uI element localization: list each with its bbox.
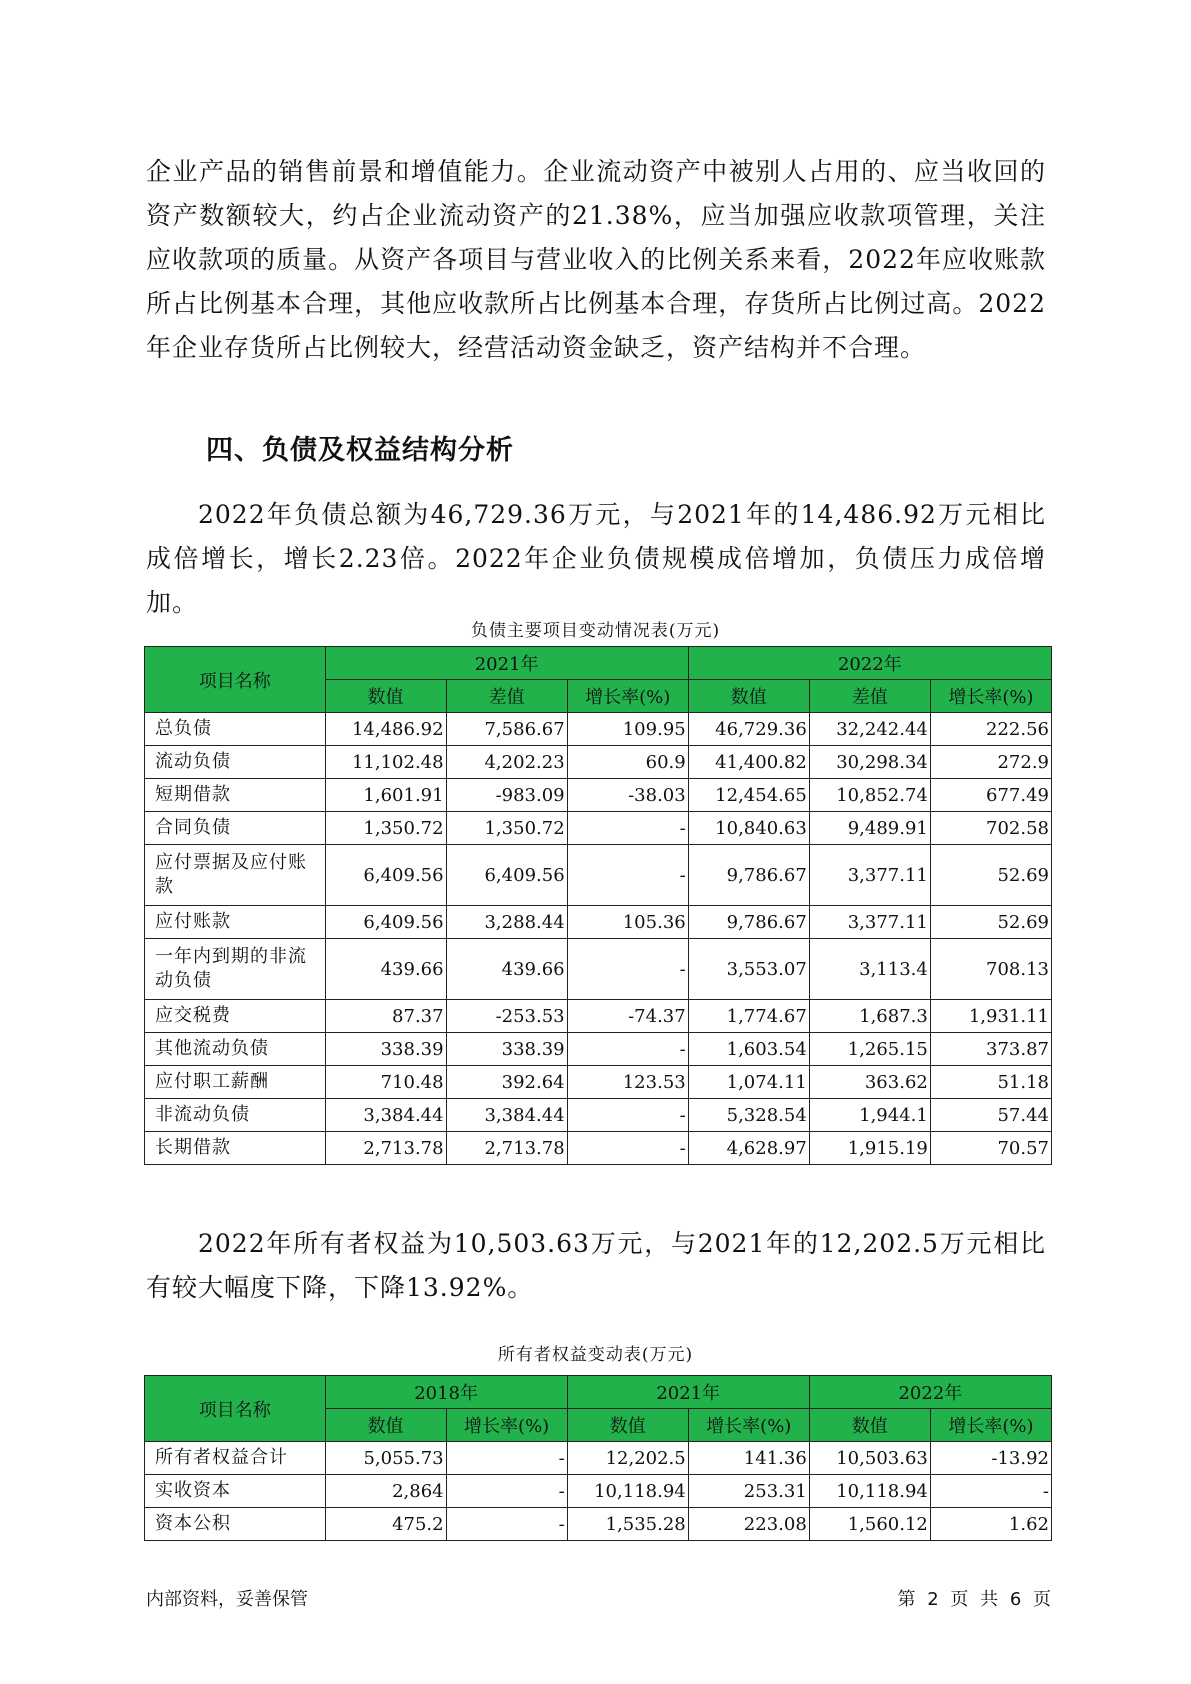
- table-cell: 9,786.67: [688, 845, 809, 906]
- table-row: [145, 1442, 1052, 1475]
- paragraph-asset-structure: 企业产品的销售前景和增值能力。企业流动资产中被别人占用的、应当收回的资产数额较大，约占企业流动资产的21.38%，应当加强应收款项管理，关注应收款项的质量。从资产各项目与营业收入的比例关系来看，2022年应收账款所占比例基本合理，其他应收款所占比例基本合理，存货所占比例过高。2022年企业存货所占比例较大，经营活动资金缺乏，资产结构并不合理。: [146, 157, 1046, 362]
- table-row: [145, 746, 1052, 779]
- row-label: 应付票据及应付账款: [145, 845, 326, 906]
- row-label: 应付账款: [145, 906, 326, 939]
- row-label: 总负债: [145, 713, 326, 746]
- table-cell: 70.57: [930, 1132, 1051, 1165]
- row-label: 短期借款: [145, 779, 326, 812]
- table-cell: 222.56: [930, 713, 1051, 746]
- table-cell: 4,628.97: [688, 1132, 809, 1165]
- table-cell: 1,603.54: [688, 1033, 809, 1066]
- column-header: 增长率(%): [930, 1409, 1051, 1442]
- table-cell: 1,931.11: [930, 1000, 1051, 1033]
- year-header: 2022年: [809, 1376, 1051, 1409]
- table-cell: 2,864: [325, 1475, 446, 1508]
- table-cell: 12,202.5: [567, 1442, 688, 1475]
- page-number: 第 2 页 共 6 页: [897, 1589, 1051, 1610]
- table-cell: 1,601.91: [325, 779, 446, 812]
- row-label: 一年内到期的非流动负债: [145, 939, 326, 1000]
- table-cell: 46,729.36: [688, 713, 809, 746]
- table-cell: -38.03: [567, 779, 688, 812]
- table-cell: 123.53: [567, 1066, 688, 1099]
- table-caption: 负债主要项目变动情况表(万元): [470, 621, 721, 641]
- table-cell: 141.36: [688, 1442, 809, 1475]
- row-label: 其他流动负债: [145, 1033, 326, 1066]
- table-cell: -983.09: [446, 779, 567, 812]
- table-cell: 14,486.92: [325, 713, 446, 746]
- row-label: 应交税费: [145, 1000, 326, 1033]
- table-cell: 87.37: [325, 1000, 446, 1033]
- footer-confidential-note: 内部资料，妥善保管: [146, 1589, 308, 1610]
- table-cell: -13.92: [930, 1442, 1051, 1475]
- paragraph-liability-summary: 2022年负债总额为46,729.36万元，与2021年的14,486.92万元相比成倍增长，增长2.23倍。2022年企业负债规模成倍增加，负债压力成倍增加。: [146, 500, 1046, 617]
- table-cell: 12,454.65: [688, 779, 809, 812]
- table-cell: 1,350.72: [325, 812, 446, 845]
- table-cell: 677.49: [930, 779, 1051, 812]
- table-row: [145, 939, 1052, 1000]
- table-cell: 392.64: [446, 1066, 567, 1099]
- table-row: [145, 1099, 1052, 1132]
- table-cell: 3,377.11: [809, 906, 930, 939]
- table-cell: 52.69: [930, 906, 1051, 939]
- table-cell: 6,409.56: [446, 845, 567, 906]
- table-cell: 1.62: [930, 1508, 1051, 1541]
- table-row: [145, 713, 1052, 746]
- row-label: 合同负债: [145, 812, 326, 845]
- table-cell: 1,944.1: [809, 1099, 930, 1132]
- table-cell: 3,553.07: [688, 939, 809, 1000]
- table-cell: 253.31: [688, 1475, 809, 1508]
- table-cell: 51.18: [930, 1066, 1051, 1099]
- column-header: 差值: [809, 680, 930, 713]
- table-cell: 2,713.78: [325, 1132, 446, 1165]
- column-header: 数值: [688, 680, 809, 713]
- table-cell: 41,400.82: [688, 746, 809, 779]
- table-cell: 272.9: [930, 746, 1051, 779]
- table-cell: 5,055.73: [325, 1442, 446, 1475]
- table-row: [145, 845, 1052, 906]
- table-cell: 10,118.94: [567, 1475, 688, 1508]
- table-row: [145, 779, 1052, 812]
- table-cell: 373.87: [930, 1033, 1051, 1066]
- table-cell: 710.48: [325, 1066, 446, 1099]
- liability-table: [144, 646, 1052, 1165]
- table-cell: 3,384.44: [446, 1099, 567, 1132]
- table-cell: 60.9: [567, 746, 688, 779]
- table-cell: 9,489.91: [809, 812, 930, 845]
- year-header: 2021年: [567, 1376, 809, 1409]
- table-cell: 10,840.63: [688, 812, 809, 845]
- column-header: 数值: [567, 1409, 688, 1442]
- table-cell: -253.53: [446, 1000, 567, 1033]
- column-header: 数值: [325, 1409, 446, 1442]
- table-cell: -: [567, 1033, 688, 1066]
- row-label: 资本公积: [145, 1508, 326, 1541]
- table-cell: -: [446, 1508, 567, 1541]
- table-cell: 475.2: [325, 1508, 446, 1541]
- table-cell: 702.58: [930, 812, 1051, 845]
- table-cell: 223.08: [688, 1508, 809, 1541]
- row-label: 应付职工薪酬: [145, 1066, 326, 1099]
- table-cell: 109.95: [567, 713, 688, 746]
- table-cell: 708.13: [930, 939, 1051, 1000]
- table-cell: 10,503.63: [809, 1442, 930, 1475]
- table-row: [145, 1132, 1052, 1165]
- table-cell: -: [446, 1475, 567, 1508]
- table-cell: -: [567, 1132, 688, 1165]
- table-cell: 6,409.56: [325, 906, 446, 939]
- table-cell: -: [567, 939, 688, 1000]
- column-header: 增长率(%): [930, 680, 1051, 713]
- table-cell: 4,202.23: [446, 746, 567, 779]
- equity-table: [144, 1375, 1052, 1541]
- table-caption: 所有者权益变动表(万元): [497, 1345, 694, 1365]
- table-cell: 52.69: [930, 845, 1051, 906]
- row-label: 流动负债: [145, 746, 326, 779]
- table-row: [145, 1508, 1052, 1541]
- column-header: 增长率(%): [567, 680, 688, 713]
- paragraph-equity-summary: 2022年所有者权益为10,503.63万元，与2021年的12,202.5万元相比有较大幅度下降，下降13.92%。: [146, 1229, 1046, 1302]
- table-cell: 10,118.94: [809, 1475, 930, 1508]
- table-cell: 6,409.56: [325, 845, 446, 906]
- row-label: 非流动负债: [145, 1099, 326, 1132]
- table-row: [145, 1475, 1052, 1508]
- table-cell: 439.66: [325, 939, 446, 1000]
- column-header-name: 项目名称: [145, 1376, 326, 1442]
- row-label: 长期借款: [145, 1132, 326, 1165]
- table-cell: -: [567, 1099, 688, 1132]
- table-cell: 32,242.44: [809, 713, 930, 746]
- table-cell: 5,328.54: [688, 1099, 809, 1132]
- table-cell: 30,298.34: [809, 746, 930, 779]
- table-cell: 11,102.48: [325, 746, 446, 779]
- table-cell: 338.39: [446, 1033, 567, 1066]
- row-label: 实收资本: [145, 1475, 326, 1508]
- table-cell: 1,560.12: [809, 1508, 930, 1541]
- table-cell: 3,384.44: [325, 1099, 446, 1132]
- section-heading: 四、负债及权益结构分析: [206, 435, 514, 466]
- table-cell: -74.37: [567, 1000, 688, 1033]
- table-cell: 7,586.67: [446, 713, 567, 746]
- table-cell: 1,687.3: [809, 1000, 930, 1033]
- table-row: [145, 812, 1052, 845]
- year-header: 2018年: [325, 1376, 567, 1409]
- column-header: 差值: [446, 680, 567, 713]
- table-cell: 1,074.11: [688, 1066, 809, 1099]
- table-cell: -: [930, 1475, 1051, 1508]
- table-cell: 363.62: [809, 1066, 930, 1099]
- table-cell: 3,377.11: [809, 845, 930, 906]
- table-cell: 2,713.78: [446, 1132, 567, 1165]
- table-cell: 57.44: [930, 1099, 1051, 1132]
- column-header: 数值: [325, 680, 446, 713]
- table-cell: 1,350.72: [446, 812, 567, 845]
- table-cell: 1,265.15: [809, 1033, 930, 1066]
- table-row: [145, 1033, 1052, 1066]
- table-cell: 1,535.28: [567, 1508, 688, 1541]
- table-row: [145, 906, 1052, 939]
- table-cell: 3,113.4: [809, 939, 930, 1000]
- table-cell: 10,852.74: [809, 779, 930, 812]
- table-cell: -: [567, 812, 688, 845]
- year-header: 2021年: [325, 647, 688, 680]
- table-row: [145, 1000, 1052, 1033]
- table-cell: -: [567, 845, 688, 906]
- column-header: 增长率(%): [446, 1409, 567, 1442]
- table-cell: -: [446, 1442, 567, 1475]
- table-cell: 105.36: [567, 906, 688, 939]
- table-cell: 439.66: [446, 939, 567, 1000]
- table-row: [145, 1066, 1052, 1099]
- table-cell: 1,915.19: [809, 1132, 930, 1165]
- column-header-name: 项目名称: [145, 647, 326, 713]
- row-label: 所有者权益合计: [145, 1442, 326, 1475]
- column-header: 增长率(%): [688, 1409, 809, 1442]
- table-cell: 9,786.67: [688, 906, 809, 939]
- table-cell: 3,288.44: [446, 906, 567, 939]
- table-cell: 338.39: [325, 1033, 446, 1066]
- table-cell: 1,774.67: [688, 1000, 809, 1033]
- column-header: 数值: [809, 1409, 930, 1442]
- year-header: 2022年: [688, 647, 1051, 680]
